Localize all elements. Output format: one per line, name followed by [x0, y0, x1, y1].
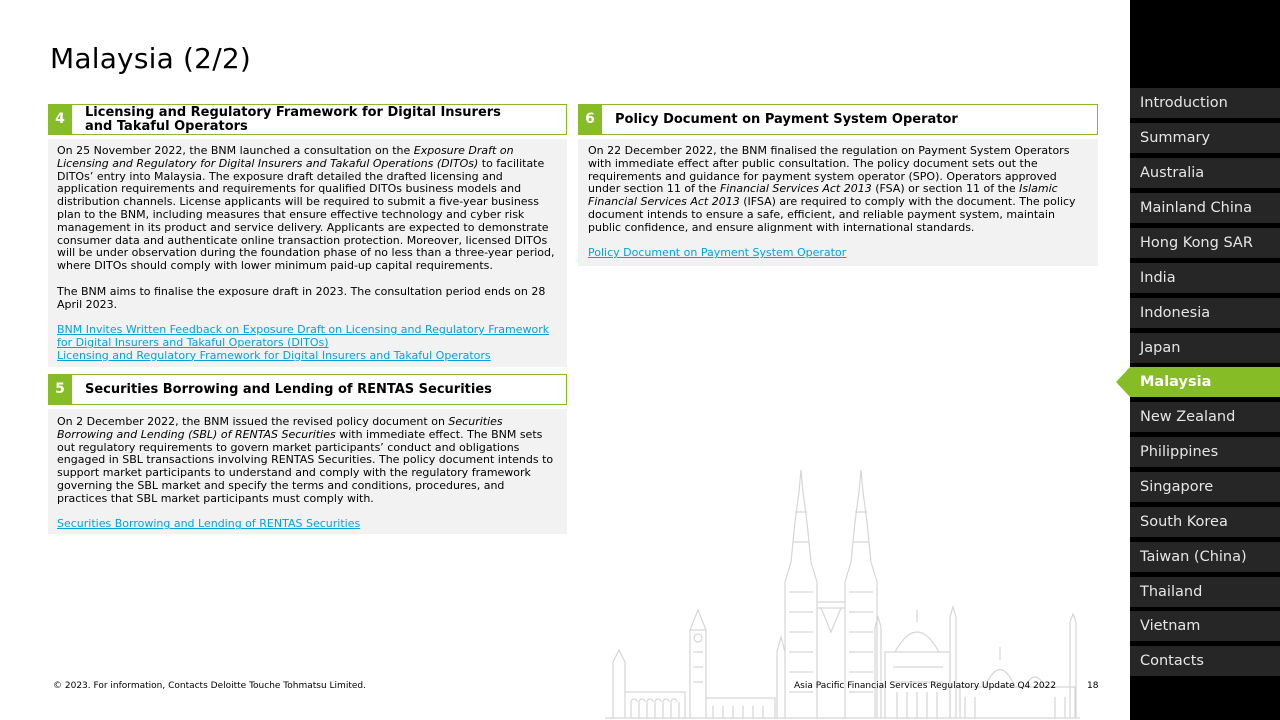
nav-item-japan[interactable]: Japan — [1130, 333, 1280, 363]
card-number-badge: 4 — [48, 104, 72, 134]
card-securities-borrowing — [48, 374, 567, 534]
card-number-badge: 6 — [578, 104, 602, 134]
nav-item-south-korea[interactable]: South Korea — [1130, 507, 1280, 537]
paragraph: The BNM aims to finalise the exposure draft in 2023. The consultation period ends on 28 April 2023. — [57, 284, 546, 311]
paragraph: On 25 November 2022, the BNM launched a consultation on the Exposure Draft on Licensing and Regulatory for Digital Insurers and Takaful Operations (DITOs) to facilitate DITOs’ entry into Malaysia. The exposure draft detailed the drafted licensing and application requirements and requirements for qualified DITOs business models and distribution channels. License applicants will be required to submit a five-year business plan to the BNM, including measures that ensure effective technology and cyber risk management in its product and service delivery. Applicants are expected to demonstrate consumer data and authenticate online transaction protection. Moreover, licensed DITOs will be under observation during the foundation phase of no less than a three-year period, where DITOs should comply with lower minimum paid-up capital requirements. — [57, 144, 555, 273]
nav-item-indonesia[interactable]: Indonesia — [1130, 298, 1280, 328]
page-number: 18 — [1087, 681, 1099, 691]
card-header — [48, 104, 567, 135]
footer-copyright: © 2023. For information, Contacts Deloitte Touche Tohmatsu Limited. — [53, 681, 366, 691]
paragraph: On 22 December 2022, the BNM finalised the regulation on Payment System Operators with immediate effect after public consultation. The policy document sets out the requirements and guidance for payment system operator (SPO). Operators approved under section 11 of the Financial Services Act 2013 (FSA) or section 11 of the Islamic Financial Services Act 2013 (IFSA) are required to comply with the document. The policy document intends to ensure a safe, efficient, and reliable payment system, maintain public confidence, and ensure alignment with international standards. — [588, 144, 1076, 234]
nav-item-malaysia[interactable]: Malaysia — [1130, 367, 1280, 397]
card-body — [48, 409, 567, 534]
link-payment-system-operator[interactable]: Policy Document on Payment System Operator — [588, 246, 847, 260]
card-header — [578, 104, 1098, 135]
nav-item-introduction[interactable]: Introduction — [1130, 88, 1280, 118]
card-body — [48, 139, 567, 367]
card-body — [578, 139, 1098, 266]
link-bnm-feedback[interactable]: BNM Invites Written Feedback on Exposure Draft on Licensing and Regulatory Framework for Digital Insurers and Takaful Operators (DITOs) — [57, 323, 550, 349]
section-navigation — [1130, 0, 1280, 720]
nav-item-contacts[interactable]: Contacts — [1130, 646, 1280, 676]
page-title: Malaysia (2/2) — [50, 42, 251, 75]
nav-item-india[interactable]: India — [1130, 263, 1280, 293]
link-licensing-framework[interactable]: Licensing and Regulatory Framework for Digital Insurers and Takaful Operators — [57, 348, 491, 362]
active-nav-pointer-icon — [1116, 367, 1130, 397]
nav-item-thailand[interactable]: Thailand — [1130, 577, 1280, 607]
card-title: Policy Document on Payment System Operator — [615, 111, 958, 127]
nav-item-vietnam[interactable]: Vietnam — [1130, 611, 1280, 641]
nav-item-summary[interactable]: Summary — [1130, 123, 1280, 153]
nav-item-hong-kong-sar[interactable]: Hong Kong SAR — [1130, 228, 1280, 258]
card-title: Securities Borrowing and Lending of RENTAS Securities — [85, 381, 492, 397]
card-payment-system-operator — [578, 104, 1098, 266]
nav-item-philippines[interactable]: Philippines — [1130, 437, 1280, 467]
nav-item-singapore[interactable]: Singapore — [1130, 472, 1280, 502]
card-header — [48, 374, 567, 405]
card-number-badge: 5 — [48, 374, 72, 404]
nav-item-australia[interactable]: Australia — [1130, 158, 1280, 188]
nav-item-taiwan-china[interactable]: Taiwan (China) — [1130, 542, 1280, 572]
nav-item-mainland-china[interactable]: Mainland China — [1130, 193, 1280, 223]
footer-document-title: Asia Pacific Financial Services Regulatory Update Q4 2022 — [794, 681, 1057, 691]
paragraph: On 2 December 2022, the BNM issued the revised policy document on Securities Borrowing and Lending (SBL) of RENTAS Securities with immediate effect. The BNM sets out regulatory requirements to govern market participants’ conduct and obligations engaged in SBL transactions involving RENTAS Securities. The policy document intends to support market participants to understand and comply with the regulatory framework governing the SBL market and specify the terms and conditions, procedures, and practices that SBL market participants must comply with. — [57, 415, 554, 505]
card-licensing-framework — [48, 104, 567, 367]
nav-item-new-zealand[interactable]: New Zealand — [1130, 402, 1280, 432]
card-title: Licensing and Regulatory Framework for Digital Insurers and Takaful Operators — [85, 104, 501, 134]
link-securities-borrowing[interactable]: Securities Borrowing and Lending of RENTAS Securities — [57, 517, 361, 531]
